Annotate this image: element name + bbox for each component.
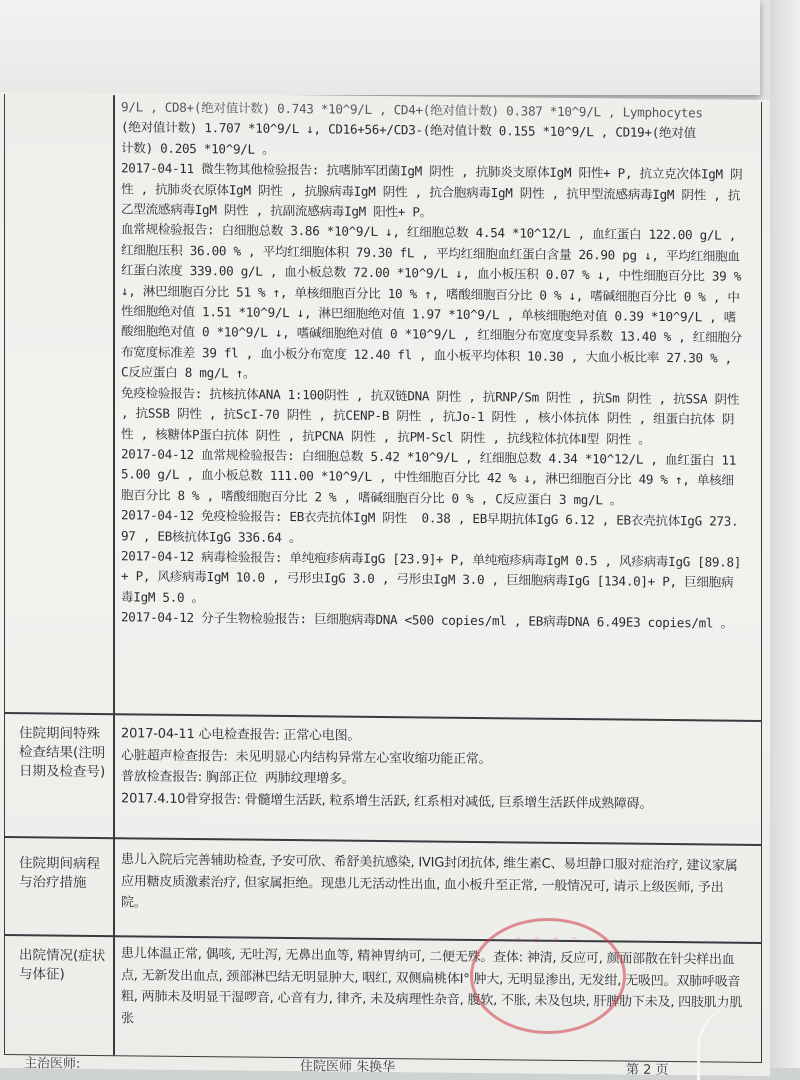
hospital-seal-stamp [470, 918, 626, 1034]
column-divider [113, 95, 115, 1055]
special-exam-line: 普放检查报告: 胸部正位 两肺纹理增多。 [121, 769, 355, 787]
lab-result-molecular: 2017-04-12 分子生物检验报告: 巨细胞病毒DNA <500 copies/ml , EB病毒DNA 6.49E3 copies/ml 。 [121, 609, 733, 631]
lab-result-immunology-1: 免疫检验报告: 抗核抗体ANA 1:100阴性 , 抗双链DNA 阴性 , 抗RNP/Sm 阴性 , 抗Sm 阴性 , 抗SSA 阴性 , 抗SSB 阴性 , 抗ScI-70 阴性 , 抗CENP-B 阴性 , 抗Jo-1 阴性 , 核小体抗体 阴性 , 组蛋白抗体 阴性 , 核糖体P蛋白抗体 阴性 , 抗PCNA 阴性 , 抗PM-Scl 阴性 , 抗线粒体抗体Ⅱ型 阴性 。 [121, 384, 747, 447]
row-divider [5, 934, 761, 943]
lab-result-blood-routine-1: 血常规检验报告: 白细胞总数 3.86 *10^9/L ↓, 红细胞总数 4.54 *10^12/L , 血红蛋白 122.00 g/L , 红细胞压积 36.00 % , 平均红细胞体积 79.30 fL , 平均红细胞血红蛋白含量 26.90 pg ↓, 平均红细胞血红蛋白浓度 339.00 g/L , 血小板总数 72.00 *10^9/L ↓, 血小板压积 0.07 % ↓, 中性细胞百分比 39 % ↓, 淋巴细胞百分比 51 % ↑, 单核细胞百分比 10 % ↑, 嗜酸细胞百分比 0 % ↓, 嗜碱细胞百分比 0 % , 中性细胞绝对值 1.51 *10^9/L ↓, 淋巴细胞绝对值 1.97 *10^9/L , 单核细胞绝对值 0.39 *10^9/L , 嗜酸细胞绝对值 0 *10^9/L ↓, 嗜碱细胞绝对值 0 *10^9/L , 红细胞分布宽度变异系数 13.40 % , 红细胞分布宽度标准差 39 fl , 血小板分布宽度 12.40 fl , 血小板平均体积 10.30 , 大血小板比率 27.30 % , C反应蛋白 8 mg/L ↑。 [121, 221, 749, 381]
course-text: 患儿入院后完善辅助检查, 予安可欣、希舒美抗感染, IVIG封闭抗体, 维生素C、易坦静口服对症治疗, 建议家属应用糖皮质激素治疗, 但家属拒绝。现患儿无活动性出血, 血小板升至正常, 一般情况可, 请示上级医师, 予出院。 [121, 852, 738, 911]
attending-physician-label: 主治医师: [24, 1056, 81, 1072]
discharge-section [121, 943, 743, 1036]
lab-result-blood-routine-2: 2017-04-12 血常规检验报告: 白细胞总数 5.42 *10^9/L , 红细胞总数 4.34 *10^12/L , 血红蛋白 115.00 g/L , 血小板总数 111.00 *10^9/L , 中性细胞百分比 42 % ↓, 淋巴细胞百分比 49 % ↑, 单核细胞百分比 8 % , 嗜酸细胞百分比 2 % , 嗜碱细胞百分比 0 % , C反应蛋白 3 mg/L 。 [121, 446, 736, 508]
upper-paper-sheet [0, 0, 760, 95]
lab-result-microbiology: 2017-04-11 微生物其他检验报告: 抗嗜肺军团菌IgM 阴性 , 抗肺炎支原体IgM 阳性+ P, 抗立克次体IgM 阴性 , 抗肺炎衣原体IgM 阴性 , 抗腺病毒IgM 阴性 , 抗合胞病毒IgM 阴性 , 抗甲型流感病毒IgM 阴性 , 抗乙型流感病毒IgM 阴性 , 抗副流感病毒IgM 阳性+ P。 [121, 160, 743, 220]
lymphocyte-header-line-3: 计数) 0.205 *10^9/L 。 [121, 140, 275, 157]
special-exam-section [121, 723, 743, 816]
course-section [121, 849, 743, 920]
discharge-label: 出院情况(症状与体征) [19, 947, 106, 983]
medical-record-page [0, 92, 770, 1079]
discharge-text: 患儿体温正常, 偶咳, 无吐泻, 无鼻出血等, 精神胃纳可, 二便无殊。查体: 神清, 反应可, 颜面部散在针尖样出血点, 无新发出血点, 颈部淋巴结无明显肿大, 咽红, 双侧扁桃体Ⅰ° 肿大, 无明显渗出, 无发绀, 无吸凹。双肺呼吸音粗, 两肺未及明显干湿啰音, 心音有力, 律齐, 未及病理性杂音, 腹软, 不胀, 未及包块, 肝脾肋下未及, 四肢肌力肌张 [121, 946, 743, 1026]
lymphocyte-header-line-1: 9/L , CD8+(绝对值计数) 0.743 *10^9/L , CD4+(绝对值计数) 0.387 *10^9/L , Lymphocytes [121, 99, 703, 121]
special-exam-label: 住院期间特殊检查结果(注明日期及检查号) [19, 725, 106, 781]
lab-result-virus: 2017-04-12 病毒检验报告: 单纯疱疹病毒IgG [23.9]+ P, 单纯疱疹病毒IgM 0.5 , 风疹病毒IgG [89.8]+ P, 风疹病毒IgM 10.0 , 弓形虫IgG 3.0 , 弓形虫IgM 3.0 , 巨细胞病毒IgG [134.0]+ P, 巨细胞病毒IgM 5.0 。 [121, 548, 742, 605]
course-label: 住院期间病程与治疗措施 [19, 855, 100, 891]
special-exam-line: 2017.4.10骨穿报告: 骨髓增生活跃, 粒系增生活跃, 红系相对减低, 巨系增生活跃伴成熟障碍。 [121, 790, 653, 812]
special-exam-line: 2017-04-11 心电检查报告: 正常心电图。 [121, 726, 361, 744]
lab-results-section [121, 97, 749, 634]
page-number: 第 2 页 [626, 1062, 669, 1079]
row-divider [5, 836, 761, 845]
resident-physician: 住院医师 朱换华 [300, 1059, 396, 1076]
seal-text: ◦ ◦ ◦ ◦ [514, 933, 582, 949]
lab-result-immunology-2: 2017-04-12 免疫检验报告: EB衣壳抗体IgM 阴性 0.38 , EB早期抗体IgG 6.12 , EB衣壳抗体IgG 273.97 , EB核抗体IgG 336.64 。 [121, 507, 739, 545]
lymphocyte-header-line-2: (绝对值计数) 1.707 *10^9/L ↓, CD16+56+/CD3-(绝对值计数 0.155 *10^9/L , CD19+(绝对值 [121, 119, 696, 141]
special-exam-line: 心脏超声检查报告: 未见明显心内结构异常左心室收缩功能正常。 [121, 747, 492, 767]
page-stack-edge [770, 0, 800, 1068]
row-divider [5, 712, 761, 721]
record-table [4, 94, 762, 1063]
